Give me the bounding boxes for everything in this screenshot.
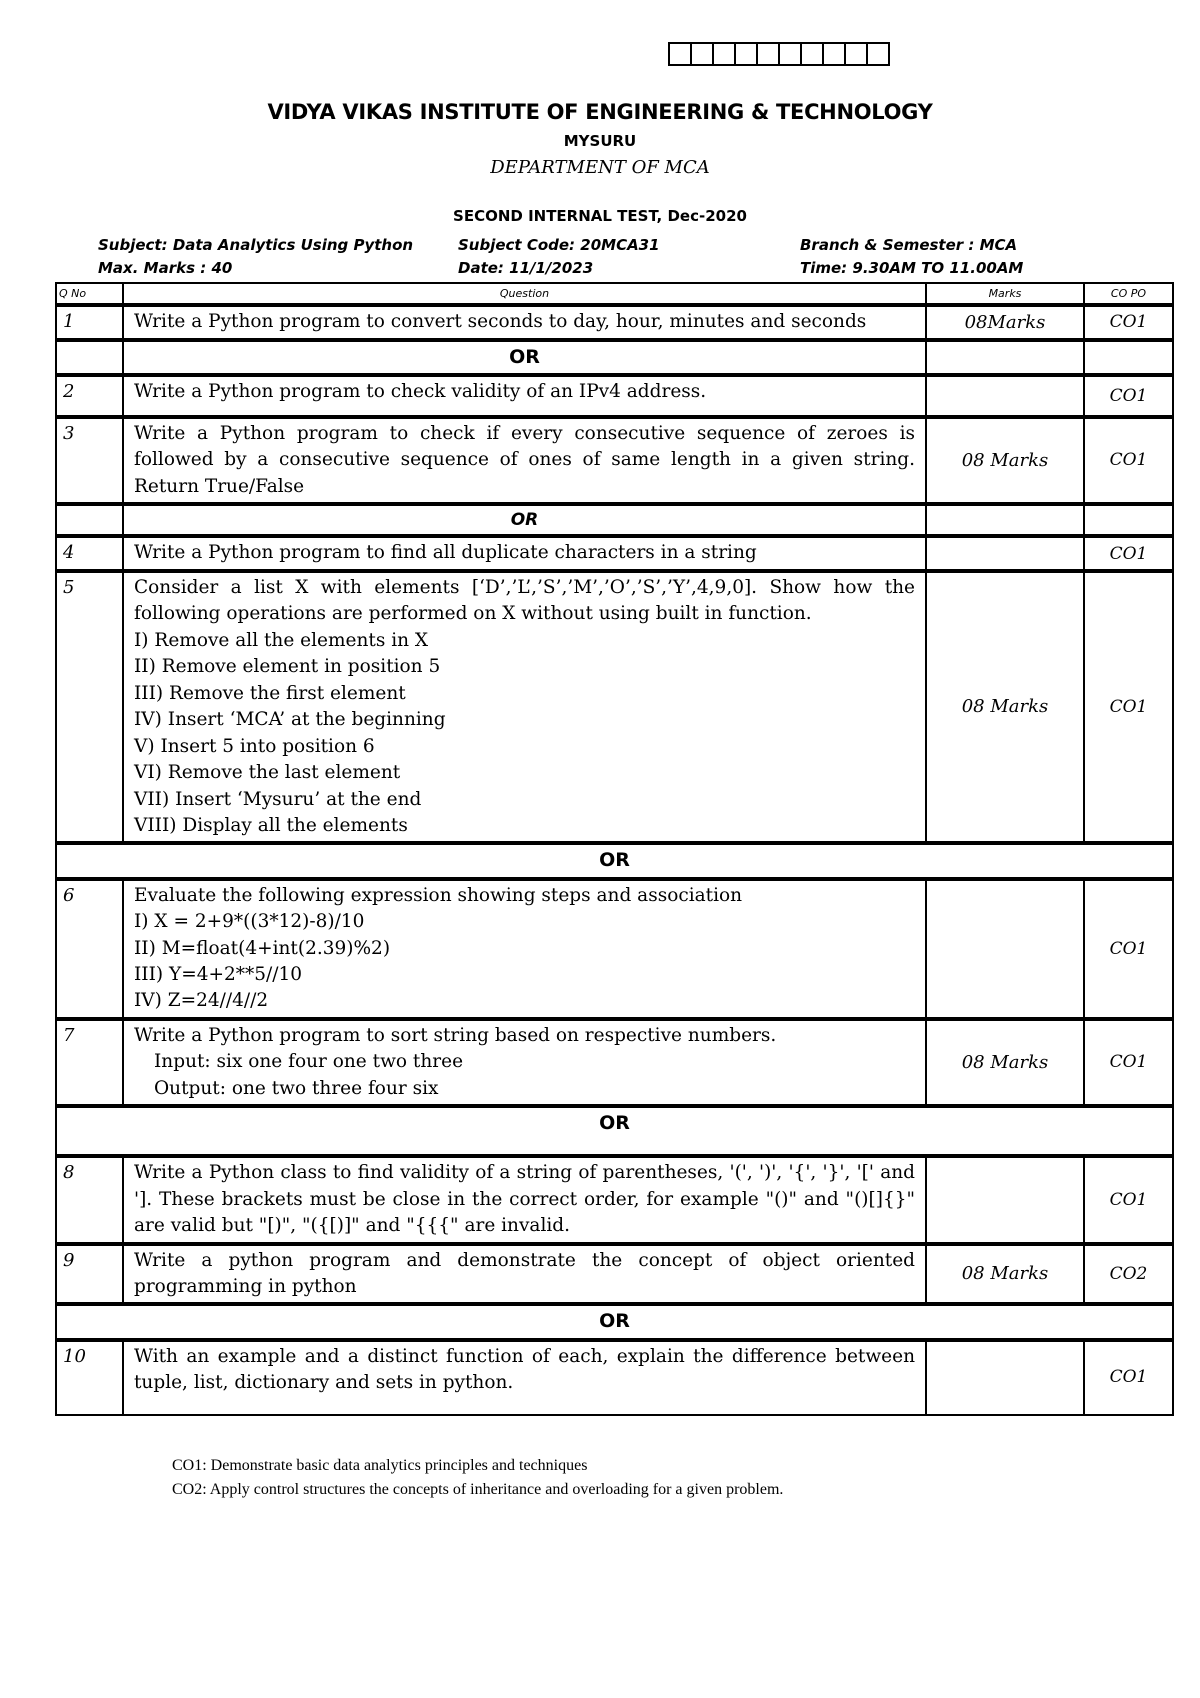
course-outcome-2: CO2: Apply control structures the concepts of inheritance and overloading for a given problem. xyxy=(172,1481,784,1498)
question-marks xyxy=(926,879,1084,1019)
question-line: VI) Remove the last element xyxy=(134,762,401,784)
question-co: CO1 xyxy=(1084,1019,1173,1106)
question-table xyxy=(55,282,1174,1416)
question-text xyxy=(123,879,926,1019)
question-line: Input: six one four one two three xyxy=(154,1051,464,1073)
question-line: Write a Python class to find validity of a string of parentheses, '(', ')', '{', '}', '[' and ']. These brackets must be close in the correct order, for example "()" and "()[]{}" are valid but "[)", "({[)]" and "{{{" are invalid. xyxy=(134,1162,915,1237)
question-co: CO1 xyxy=(1084,571,1173,844)
question-text xyxy=(123,375,926,417)
question-co: CO2 xyxy=(1084,1244,1173,1305)
question-co: CO1 xyxy=(1084,536,1173,570)
question-text xyxy=(123,417,926,504)
question-row xyxy=(56,305,1173,339)
question-line: Write a Python program to convert seconds to day, hour, minutes and seconds xyxy=(134,311,867,333)
or-row xyxy=(56,340,1173,375)
question-line: Write a Python program to sort string based on respective numbers. xyxy=(134,1024,777,1046)
question-marks: 08 Marks xyxy=(926,417,1084,504)
subject-code: Subject Code: 20MCA31 xyxy=(458,236,660,254)
question-number: 8 xyxy=(56,1156,123,1243)
question-line: IV) Insert ‘MCA’ at the beginning xyxy=(134,709,446,731)
question-text xyxy=(123,1156,926,1243)
or-label: OR xyxy=(123,504,926,536)
question-marks xyxy=(926,1156,1084,1243)
question-number: 1 xyxy=(56,305,123,339)
question-marks: 08 Marks xyxy=(926,1244,1084,1305)
subject: Subject: Data Analytics Using Python xyxy=(98,236,414,254)
question-line: I) Remove all the elements in X xyxy=(134,629,429,651)
question-row xyxy=(56,417,1173,504)
question-row xyxy=(56,375,1173,417)
exam-time: Time: 9.30AM TO 11.00AM xyxy=(800,259,1024,277)
question-line: II) M=float(4+int(2.39)%2) xyxy=(134,937,391,959)
question-line: I) X = 2+9*((3*12)-8)/10 xyxy=(134,911,365,933)
max-marks: Max. Marks : 40 xyxy=(98,259,233,277)
question-row xyxy=(56,536,1173,570)
header-qno: Q No xyxy=(56,283,123,305)
header-co: CO PO xyxy=(1084,283,1173,305)
question-text xyxy=(123,1244,926,1305)
or-row xyxy=(56,504,1173,536)
question-marks: 08 Marks xyxy=(926,1019,1084,1106)
question-marks xyxy=(926,536,1084,570)
question-row xyxy=(56,1019,1173,1106)
question-co: CO1 xyxy=(1084,1156,1173,1243)
question-marks: 08Marks xyxy=(926,305,1084,339)
question-line: With an example and a distinct function of each, explain the difference between tuple, list, dictionary and sets in python. xyxy=(134,1345,915,1394)
question-line: Write a python program and demonstrate the concept of object oriented programming in python xyxy=(134,1249,915,1298)
header-question: Question xyxy=(123,283,926,305)
header-marks: Marks xyxy=(926,283,1084,305)
question-co: CO1 xyxy=(1084,417,1173,504)
question-text xyxy=(123,571,926,844)
usn-boxes xyxy=(670,42,890,66)
question-row xyxy=(56,1340,1173,1415)
or-label: OR xyxy=(56,1106,1173,1156)
question-line: VIII) Display all the elements xyxy=(134,814,408,836)
question-line: III) Y=4+2**5//10 xyxy=(134,963,303,985)
question-number: 5 xyxy=(56,571,123,844)
question-number: 7 xyxy=(56,1019,123,1106)
question-line: Write a Python program to check validity of an IPv4 address. xyxy=(134,380,707,402)
question-number: 2 xyxy=(56,375,123,417)
question-co: CO1 xyxy=(1084,375,1173,417)
question-number: 6 xyxy=(56,879,123,1019)
question-text xyxy=(123,305,926,339)
question-text xyxy=(123,1340,926,1415)
question-line: Consider a list X with elements [‘D’,’L’,’S’,’M’,’O’,’S’,’Y’,4,9,0]. Show how the following operations are performed on X without using built in function. xyxy=(134,576,915,625)
question-line: III) Remove the first element xyxy=(134,682,406,704)
question-line: Evaluate the following expression showing steps and association xyxy=(134,884,743,906)
question-co: CO1 xyxy=(1084,879,1173,1019)
question-line: IV) Z=24//4//2 xyxy=(134,990,269,1012)
question-co: CO1 xyxy=(1084,1340,1173,1415)
test-title: SECOND INTERNAL TEST, Dec-2020 xyxy=(453,207,747,225)
question-line: VII) Insert ‘Mysuru’ at the end xyxy=(134,788,422,810)
question-number: 4 xyxy=(56,536,123,570)
question-marks xyxy=(926,1340,1084,1415)
or-label: OR xyxy=(56,843,1173,878)
question-row xyxy=(56,1156,1173,1243)
or-row xyxy=(56,1304,1173,1339)
question-co: CO1 xyxy=(1084,305,1173,339)
question-line: V) Insert 5 into position 6 xyxy=(134,735,375,757)
question-line: Write a Python program to find all duplicate characters in a string xyxy=(134,542,757,564)
question-number: 10 xyxy=(56,1340,123,1415)
question-line: II) Remove element in position 5 xyxy=(134,656,441,678)
question-number: 3 xyxy=(56,417,123,504)
or-label: OR xyxy=(123,340,926,375)
course-outcome-1: CO1: Demonstrate basic data analytics principles and techniques xyxy=(172,1457,588,1474)
question-row xyxy=(56,879,1173,1019)
question-line: Output: one two three four six xyxy=(154,1077,439,1099)
question-marks xyxy=(926,375,1084,417)
branch-semester: Branch & Semester : MCA xyxy=(800,236,1018,254)
question-text xyxy=(123,536,926,570)
or-row xyxy=(56,1106,1173,1156)
department-name: DEPARTMENT OF MCA xyxy=(490,157,710,178)
question-line: Write a Python program to check if every consecutive sequence of zeroes is followed by a consecutive sequence of ones of same length in a given string. Return True/False xyxy=(134,422,915,497)
question-row xyxy=(56,571,1173,844)
or-label: OR xyxy=(56,1304,1173,1339)
question-row xyxy=(56,1244,1173,1305)
table-header-row xyxy=(56,283,1173,305)
exam-date: Date: 11/1/2023 xyxy=(458,259,594,277)
question-marks: 08 Marks xyxy=(926,571,1084,844)
question-text xyxy=(123,1019,926,1106)
or-row xyxy=(56,843,1173,878)
question-number: 9 xyxy=(56,1244,123,1305)
institute-city: MYSURU xyxy=(563,132,637,150)
institute-name: VIDYA VIKAS INSTITUTE OF ENGINEERING & TECHNOLOGY xyxy=(267,100,933,124)
